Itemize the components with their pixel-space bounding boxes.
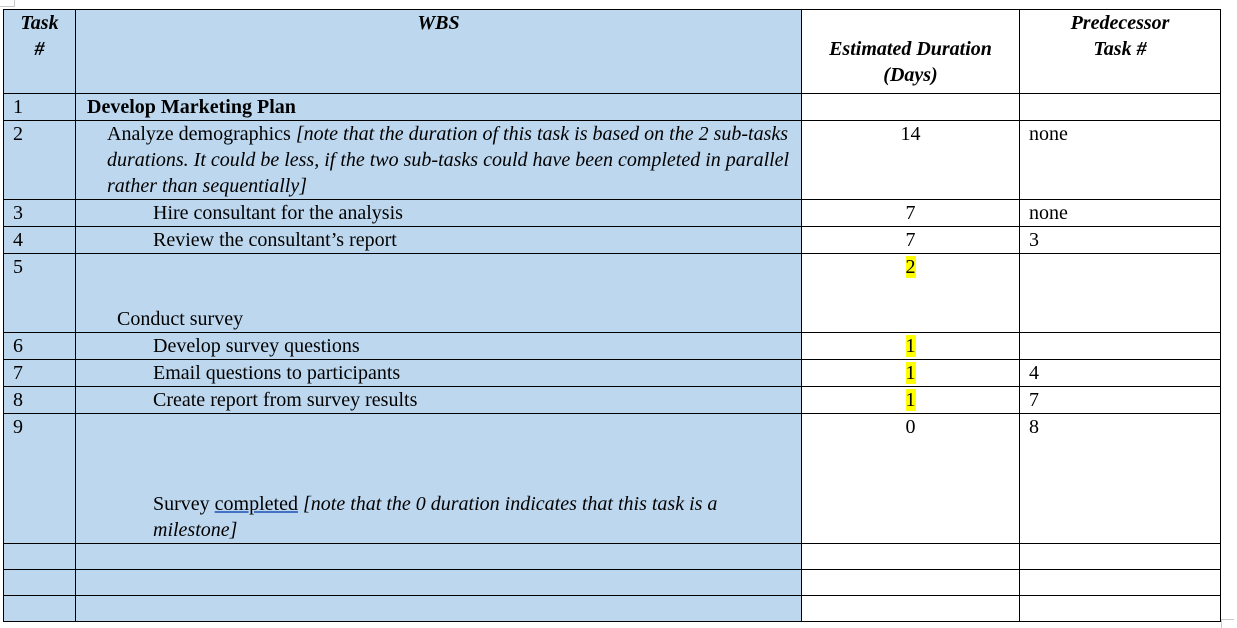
wbs-cell [76,387,802,414]
task-number-cell: 3 [4,200,76,227]
wbs-text: Conduct survey [117,308,244,330]
duration-cell [802,387,1020,414]
highlighted-value: 1 [905,335,916,357]
duration-cell: 0 [802,414,1020,544]
empty-row [4,570,1221,596]
empty-cell [4,596,76,622]
task-number-cell: 9 [4,414,76,544]
highlighted-value: 1 [905,362,916,384]
duration-cell: 14 [802,121,1020,200]
empty-cell [1020,544,1221,570]
wbs-header: WBS [76,10,802,94]
wbs-text: Hire consultant for the analysis [153,202,403,224]
header-row [4,10,1221,94]
task-number-cell: 1 [4,94,76,121]
table-row [4,94,1221,121]
wbs-cell [76,94,802,121]
duration-cell [802,254,1020,333]
wbs-text: Create report from survey results [153,389,418,411]
highlighted-value: 1 [905,389,916,411]
wbs-cell [76,121,802,200]
table-row [4,360,1221,387]
task-number-header: Task # [4,10,76,94]
table-row [4,121,1221,200]
page-corner-mark [0,0,15,7]
predecessor-cell: 8 [1020,414,1221,544]
wbs-cell [76,333,802,360]
predecessor-cell: none [1020,121,1221,200]
predecessor-cell: 7 [1020,387,1221,414]
wbs-text: Survey completed [note that the 0 duration indicates that this task is a milestone] [153,493,718,541]
wbs-text: Develop Marketing Plan [87,96,296,118]
empty-cell [4,570,76,596]
empty-row [4,544,1221,570]
empty-cell [76,544,802,570]
page-corner-mark [1221,619,1234,628]
empty-row [4,596,1221,622]
task-number-cell: 2 [4,121,76,200]
duration-cell: 7 [802,227,1020,254]
empty-cell [802,570,1020,596]
wbs-cell [76,200,802,227]
highlighted-value: 2 [905,256,916,278]
duration-cell [802,333,1020,360]
table-row [4,227,1221,254]
empty-cell [1020,596,1221,622]
table-row [4,254,1221,333]
empty-cell [4,544,76,570]
duration-header: Estimated Duration (Days) [802,10,1020,94]
empty-cell [1020,570,1221,596]
empty-cell [802,544,1020,570]
wbs-text: Develop survey questions [153,335,360,357]
completed-word: completed [214,493,298,515]
wbs-cell [76,360,802,387]
task-number-cell: 7 [4,360,76,387]
empty-cell [802,596,1020,622]
table-row [4,387,1221,414]
empty-cell [76,570,802,596]
task-number-cell: 8 [4,387,76,414]
predecessor-cell [1020,333,1221,360]
wbs-cell [76,414,802,544]
predecessor-cell: none [1020,200,1221,227]
task-number-cell: 5 [4,254,76,333]
duration-cell [802,94,1020,121]
wbs-cell [76,227,802,254]
predecessor-cell [1020,254,1221,333]
empty-cell [76,596,802,622]
wbs-text: Email questions to participants [153,362,401,384]
table-row [4,333,1221,360]
duration-cell: 7 [802,200,1020,227]
wbs-text: Analyze demographics [note that the duration of this task is based on the 2 sub-tasks durations. It could be less, if the two sub-tasks could have been completed in parallel rather than sequentially] [107,123,790,197]
predecessor-header: Predecessor Task # [1020,10,1221,94]
table-row [4,200,1221,227]
duration-cell [802,360,1020,387]
task-number-cell: 4 [4,227,76,254]
wbs-note: [note that the duration of this task is based on the 2 sub-tasks durations. It could be less, if the two sub-tasks could have been completed in parallel rather than sequentially] [107,123,790,197]
predecessor-cell: 4 [1020,360,1221,387]
predecessor-cell: 3 [1020,227,1221,254]
wbs-text: Review the consultant’s report [153,229,397,251]
predecessor-cell [1020,94,1221,121]
task-number-cell: 6 [4,333,76,360]
wbs-note: [note that the 0 duration indicates that this task is a milestone] [153,493,718,541]
table-row [4,414,1221,544]
wbs-table [3,9,1221,622]
wbs-cell [76,254,802,333]
